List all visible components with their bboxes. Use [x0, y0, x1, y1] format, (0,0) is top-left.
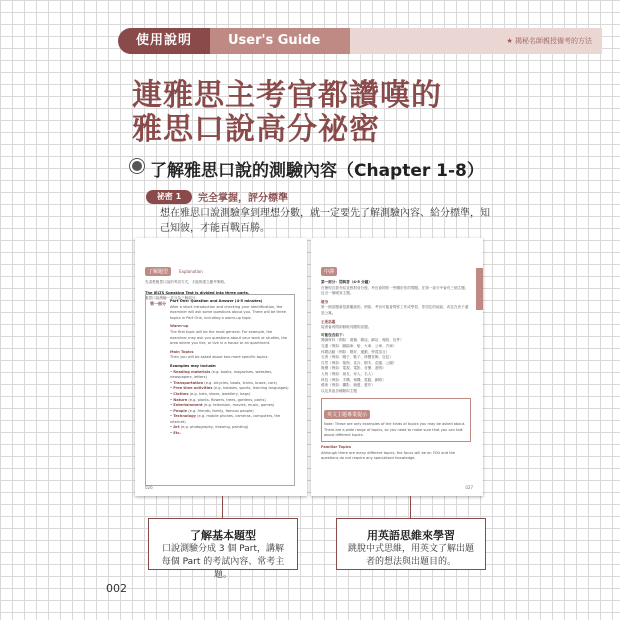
right-page-label: 中譯: [321, 267, 337, 276]
left-page-line1: The IELTS Speaking Test is divided into three parts.: [145, 290, 250, 295]
main-topics-title: Main Topics: [170, 349, 194, 354]
callout-left-title: 了解基本題型: [190, 529, 256, 542]
list-item: 閱讀材料（例如：書籍、雜誌、網站、報紙、信件）: [321, 338, 404, 343]
left-page-subnote: 先清楚雅思口說的考試方式，才能夠建立應考策略。: [145, 280, 228, 284]
main-zh-body: 接著會再問兩個較具體的話題。: [321, 325, 372, 330]
list-item: 以及其他各種類似主題: [321, 388, 357, 393]
list-item: • Entertainment (e.g. television, movies, music, games): [170, 403, 275, 408]
bullet-dot-icon: [132, 161, 142, 171]
header-note: ★ 揭秘名師親授備考的方法: [506, 37, 592, 45]
warm-zh-title: 暖身: [321, 299, 329, 304]
callout-left-connector: [222, 496, 223, 518]
header-bar: [118, 28, 602, 54]
warm-zh-body: 第一個話題會是最籠統的。例如，考官可能會問你工作或學習，你居住的地區，或住在房子還是公寓。: [321, 305, 469, 315]
list-item: 交通（例如：腳踏車、船、火車、公車、汽車）: [321, 343, 397, 348]
right-page-number: 027: [465, 485, 473, 490]
main-zh-title: 主要話題: [321, 319, 336, 324]
familiar-topics-body: Although there are many different topics, the focus will be on YOU and the questions do not require any specialised knowledge.: [321, 450, 456, 461]
main-topics-body: Then you will be asked about two more specific topics.: [170, 355, 269, 360]
right-page-line1: 第一部分：問與答（4-5 分鐘）: [321, 280, 372, 284]
list-item: 科技（例如：手機、相機、電腦、網路）: [321, 377, 386, 382]
callout-left: [148, 518, 298, 580]
left-box-main: [170, 299, 290, 437]
left-page-box: [145, 294, 295, 486]
left-page-number: 026: [145, 485, 153, 490]
right-page: [311, 238, 483, 496]
list-item: • Technology (e.g. mobile phones, cameras, computers, the internet): [170, 414, 281, 424]
familiar-topics-title: Familiar Topics: [321, 445, 352, 450]
section-heading-text: 了解雅思口說的測驗內容（Chapter 1-8）: [150, 161, 484, 181]
examples-list: [170, 370, 290, 437]
list-item: • Etc.: [170, 431, 181, 436]
part-body: After a short introduction and checking your identification, the examiner will ask some questions about you. There will be three topics in Part One, including a warm-up topic.: [170, 304, 286, 320]
list-item: 藝術（例如：攝影、繪畫、畫作）: [321, 383, 375, 388]
list-item: 人物（例如：朋友、家人、名人）: [321, 371, 375, 376]
right-page-line2: 在簡短自我介紹並核對身分後，考官會問你一些關於你的問題。在第一部分中會有三個主題，包含一個暖身主題。: [321, 285, 469, 296]
list-item: • Free time activities (e.g. hobbies, sports, learning languages): [170, 386, 289, 391]
warmup-title: Warm-up: [170, 324, 189, 329]
ex-zh-title: 可能包含如下：: [321, 332, 347, 337]
secret-tag: 祕密 1: [146, 190, 192, 204]
left-page-label-en: Explanation: [179, 269, 203, 274]
callout-left-body: 口說測驗分成 3 個 Part，講解每個 Part 的考試內容、常考主題。: [161, 544, 285, 580]
list-item: • Art (e.g. photography, drawing, painting): [170, 425, 249, 430]
list-item: • People (e.g. friends, family, famous people): [170, 408, 254, 413]
list-item: • Transportation (e.g. bicycles, boats, trains, buses, cars): [170, 380, 277, 385]
page-number: 002: [106, 582, 127, 595]
list-item: 自然（例如：植物、花卉、樹木、花園、公園）: [321, 360, 397, 365]
header-label-en: User's Guide: [228, 33, 321, 48]
callout-right-title: 用英語思維來學習: [367, 529, 455, 542]
header-label-zh: 使用說明: [135, 33, 192, 48]
tip-box-body: Note: These are only examples of the kinds of topics you may be asked about. There are a wide range of topics, so you need to make sure that you can talk about different topics.: [324, 422, 466, 438]
left-box-side-label: 第一部分: [150, 301, 166, 306]
tip-box: [321, 398, 471, 442]
zh-list: [321, 338, 471, 394]
right-page-side-tab: [476, 268, 483, 310]
part-title: Part One: Question and Answer (4-5 minutes): [170, 299, 263, 303]
list-item: 休閒活動（例如：嗜好、運動、學習語言）: [321, 349, 390, 354]
list-item: • Reading materials (e.g. books, magazines, websites, newspapers, letters): [170, 369, 273, 380]
book-spread: [135, 238, 485, 498]
list-item: • Clothes (e.g. hats, shoes, jewellery, bags): [170, 391, 251, 396]
intro-text: 想在雅思口說測驗拿到理想分數，就一定要先了解測驗內容、給分標準，知己知彼，才能百戰百勝。: [160, 208, 490, 234]
list-item: 衣著（例如：帽子、鞋子、珠寶首飾、包包）: [321, 355, 393, 360]
callout-right-connector: [410, 496, 411, 518]
left-page-label: 了解題型: [145, 267, 171, 276]
left-page: [135, 238, 307, 496]
right-page-content: [321, 258, 471, 462]
examples-title: Examples may include:: [170, 363, 217, 368]
list-item: • Nature (e.g. plants, flowers, trees, gardens, parks): [170, 397, 266, 402]
callout-right-body: 跳脫中式思維，用英文了解出題者的想法與出題目的。: [347, 544, 474, 567]
list-item: 娛樂（例如：電視、電影、音樂、遊戲）: [321, 366, 386, 371]
page-title-line2: 雅思口說高分祕密: [132, 112, 380, 147]
page-title-line1: 連雅思主考官都讚嘆的: [132, 78, 442, 113]
warmup-body: The first topic will be the most general. For example, the examiner may ask you questions about your work or studies, the area where you live, or live in a house or an apartment.: [170, 329, 288, 346]
left-page-line1-zh: 雅思口說測驗一共分為三個部分。: [145, 296, 199, 301]
secret-title: 完全掌握，評分標準: [198, 193, 288, 204]
tip-box-title: 英文主題專業提示: [324, 410, 370, 419]
callout-right: [336, 518, 486, 570]
